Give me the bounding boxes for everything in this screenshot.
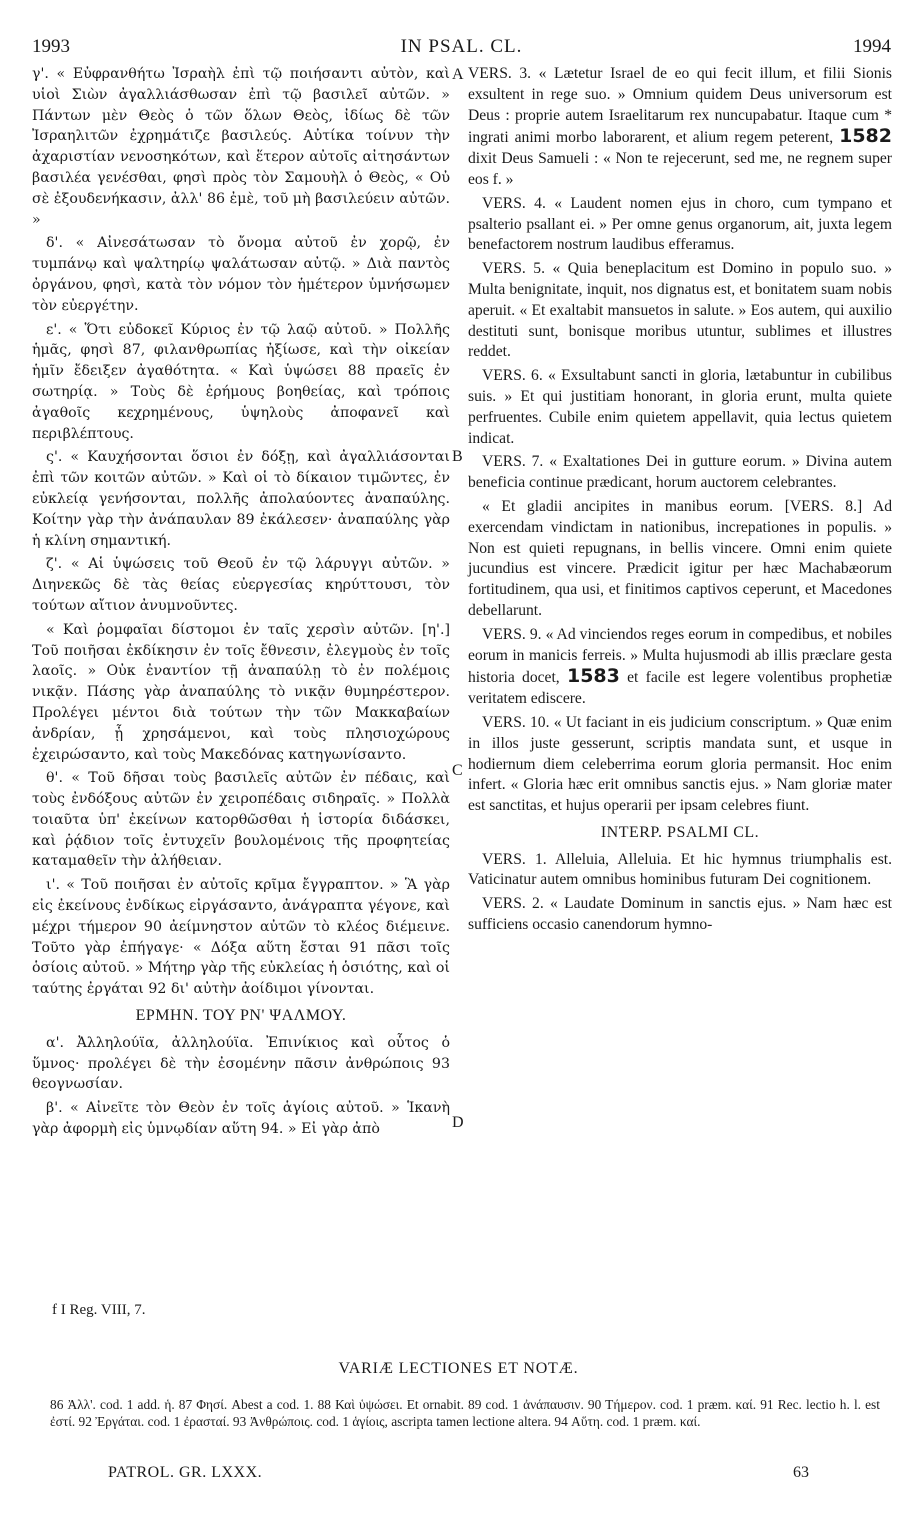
left-page-number: 1993 — [32, 36, 70, 57]
greek-paragraph: δ'. « Αἰνεσάτωσαν τὸ ὄνομα αὐτοῦ ἐν χορῷ, ἐν τυμπάνῳ καὶ ψαλτηρίῳ ψαλάτωσαν αὐτῷ. » Διὰ παντὸς ὀργάνου, φησὶ, κατὰ τὸν νόμον τὸν ἡμέτερον ὑμνήσωμεν τὸν εὐεργέτην. — [32, 235, 450, 314]
latin-paragraph: VERS. 1. Alleluia, Alleluia. Et hic hymnus triumphalis est. Vaticinatur autem omnibus hominibus futuram Dei cognitionem. — [468, 850, 892, 889]
greek-paragraph: α'. Ἀλληλούϊα, ἀλληλούϊα. Ἐπινίκιος καὶ οὗτος ὁ ὕμνος· προλέγει δὲ τὴν ἐσομένην πᾶσιν ἀνθρώποις 93 θεογνωσίαν. — [32, 1034, 450, 1093]
footnote-reference: f I Reg. VIII, 7. — [52, 1302, 146, 1318]
footer-signature: 63 — [793, 1464, 809, 1481]
latin-paragraph: « Et gladii ancipites in manibus eorum. [VERS. 8.] Ad exercendam vindictam in nationibus, increpationes in populis. » Non est quieti repugnans, in bellis vincere. Omni enim quiete jucundius est vincere. Prædicit igitur per hæc Machabæorum fortitudinem, qua usi, et finitimos captivos ceperunt, et Macedones debellarunt. — [468, 497, 892, 619]
greek-paragraph: « Καὶ ῥομφαῖαι δίστομοι ἐν ταῖς χερσὶν αὐτῶν. [η'.] Τοῦ ποιῆσαι ἐκδίκησιν ἐν τοῖς ἔθνεσιν, ἐλεγμοὺς ἐν τοῖς λαοῖς. » Οὐκ ἐναντίον τῇ ἀναπαύλῃ τὸ ἐν πολέμοις νικᾷν. Πάσης γὰρ ἀναπαύλης τὸ νικᾷν θυμηρέστερον. Προλέγει μέντοι διὰ τούτων τὴν τῶν Μακκαβαίων ἀνδρίαν, ᾗ χρησάμενοι, καὶ τοὺς πλησιοχώρους ἐχειρώσαντο, καὶ τοὺς Μακεδόνας κατηγωνίσαντο. — [32, 621, 450, 763]
greek-paragraph: β'. « Αἰνεῖτε τὸν Θεὸν ἐν τοῖς ἁγίοις αὐτοῦ. » Ἱκανὴ γὰρ ἀφορμὴ εἰς ὑμνῳδίαν αὕτη 94. » Εἰ γὰρ ἀπὸ — [32, 1100, 450, 1138]
margin-letter-d: D — [452, 1114, 464, 1131]
variant-notes: 86 Ἀλλ'. cod. 1 add. ἡ. 87 Φησί. Abest a cod. 1. 88 Καὶ ὑψώσει. Et ornabit. 89 cod. 1 ἀνάπαυσιν. 90 Τήμερον. cod. 1 præm. καί. 91 Rec. lectio h. l. est ἐστί. 92 Ἐργάται. cod. 1 ἐρασταί. 93 Ἀνθρώποις. cod. 1 ἁγίοις, ascripta tamen lectione altera. 94 Αὕτη. cod. 1 præm. καί. — [50, 1397, 880, 1429]
greek-section-title: ΕΡΜΗΝ. ΤΟΥ ΡΝ' ΨΑΛΜΟΥ. — [135, 1007, 347, 1025]
margin-letter-b: B — [452, 448, 463, 465]
greek-paragraph: ζ'. « Αἱ ὑψώσεις τοῦ Θεοῦ ἐν τῷ λάρυγγι αὐτῶν. » Διηνεκῶς δὲ τὰς θείας εὐεργεσίας κηρύττουσι, τὸν τούτων αἴτιον ἀνυμνοῦντες. — [32, 556, 450, 614]
greek-paragraph: ε'. « Ὅτι εὐδοκεῖ Κύριος ἐν τῷ λαῷ αὐτοῦ. » Πολλῆς ἡμᾶς, φησὶ 87, φιλανθρωπίας ἠξίωσε, καὶ τὴν οἰκείαν ἡμῖν ἔδειξεν ἀγαθότητα. « Καὶ ὑψώσει 88 πραεῖς ἐν σωτηρίᾳ. » Τοὺς δὲ ἐρήμους βοηθείας, καὶ τρόποις ἀγαθοῖς κεχρημένους, ὑψηλοὺς ἀποφανεῖ καὶ περιβλέπτους. — [32, 321, 450, 442]
latin-paragraph: VERS. 4. « Laudent nomen ejus in choro, cum tympano et psalterio psallant ei. » Per omne genus organorum, ait, juxta legem benefactorem nostrum laudibus efferamus. — [468, 194, 892, 254]
greek-column — [32, 64, 450, 1143]
right-page-number: 1994 — [853, 36, 891, 57]
latin-column — [468, 64, 892, 939]
latin-text: VERS. 9. « Ad vinciendos reges eorum in compedibus, et nobiles eorum in manicis ferreis. » Multa hujusmodi ab illis præclare gesta historia docet, — [468, 625, 892, 687]
column-number: 1583 — [566, 665, 620, 688]
latin-text: VERS. 3. « Lætetur Israel de eo qui fecit illum, et filii Sionis exsultent in rege suo. » Omnium quidem Deus universorum est Deus : proprie autem Israelitarum rex nuncupabatur. Itaque cum * ingrati animi morbo laborarent, et alium regem peterent, — [468, 65, 892, 147]
page-header — [32, 36, 891, 60]
latin-paragraph: VERS. 2. « Laudate Dominum in sanctis ejus. » Nam hæc est sufficiens occasio canendorum hymno- — [468, 895, 892, 934]
greek-paragraph: γ'. « Εὐφρανθήτω Ἰσραὴλ ἐπὶ τῷ ποιήσαντι αὐτὸν, καὶ υἱοὶ Σιὼν ἀγαλλιάσθωσαν ἐπὶ τῷ βασιλεῖ αὐτῶν. » Πάντων μὲν Θεὸς ὁ τῶν ὅλων Θεὸς, ἰδίως δὲ τῶν Ἰσραηλιτῶν ἐχρημάτιζε βασιλεύς. Αὐτίκα τοίνυν τὴν ἀχαριστίαν νενοσηκότων, καὶ ἕτερον αὐτοῖς αἰτησάντων βασιλέα γενέσθαι, φησὶ πρὸς τὸν Σαμουὴλ ὁ Θεὸς, « Οὐ σὲ ἐξουδενήκασιν, ἀλλ' 86 ἐμὲ, τοῦ μὴ βασιλεύειν αὐτῶν. » — [32, 66, 450, 228]
greek-paragraph: ι'. « Τοῦ ποιῆσαι ἐν αὐτοῖς κρῖμα ἔγγραπτον. » Ἃ γὰρ εἰς ἐκείνους ἐνδίκως εἰργάσαντο, ἀνάγραπτα γέγονε, καὶ μέχρι τήμερον 90 ἀείμνηστον αὐτῶν τὸ κλέος διέμεινε. Τοῦτο γὰρ ἐπήγαγε· « Δόξα αὕτη ἔσται 91 πᾶσι τοῖς ὁσίοις αὐτοῦ. » Μήτηρ γὰρ τῆς εὐκλείας ἡ ὁσιότης, καὶ οἱ ταύτης ἐργάται 92 δι' αὐτὴν ἀοίδιμοι γίνονται. — [32, 877, 450, 998]
latin-paragraph: VERS. 6. « Exsultabunt sancti in gloria, lætabuntur in cubilibus suis. » Et qui justitiam honorant, in gloria erunt, multa quiete perfruentes. Cubile enim quietem appellavit, quia lectus quietem indicat. — [468, 367, 892, 447]
latin-section-title: INTERP. PSALMI CL. — [600, 823, 760, 841]
footer-volume: PATROL. GR. LXXX. — [108, 1464, 263, 1481]
latin-paragraph — [468, 625, 892, 710]
page-footer — [108, 1464, 809, 1486]
margin-letter-a: A — [452, 66, 464, 83]
variae-title: VARIÆ LECTIONES ET NOTÆ. — [338, 1360, 579, 1377]
latin-paragraph — [468, 64, 892, 191]
column-number: 1582 — [839, 125, 892, 148]
latin-text: dixit Deus Samueli : « Non te rejecerunt, sed me, ne regnem super eos f. » — [468, 150, 892, 188]
latin-paragraph: VERS. 7. « Exaltationes Dei in gutture eorum. » Divina autem beneficia continue prædicant, horum auctorem celebrantes. — [468, 453, 892, 492]
greek-paragraph: θ'. « Τοῦ δῆσαι τοὺς βασιλεῖς αὐτῶν ἐν πέδαις, καὶ τοὺς ἐνδόξους αὐτῶν ἐν χειροπέδαις σιδηραῖς. » Πολλὰ τοιαῦτα ὑπ' ἐκείνων κατορθῶσθαι ἡ ἱστορία διδάσκει, καὶ ῥᾴδιον τοῖς ἐντυχεῖν βουλομένοις τῆς προφητείας καταμαθεῖν τὴν ἀλήθειαν. — [32, 770, 450, 870]
greek-paragraph: ς'. « Καυχήσονται ὅσιοι ἐν δόξῃ, καὶ ἀγαλλιάσονται ἐπὶ τῶν κοιτῶν αὐτῶν. » Καὶ οἱ τὸ δίκαιον τιμῶντες, ἐν εὐκλείᾳ γενήσονται, πολλῆς ἀπολαύοντες ἀναπαύλης. Κοίτην γὰρ τὴν ἀνάπαυλαν 89 ἐκάλεσεν· ἀναπαύλης γὰρ ἡ κλίνη σημαντική. — [32, 449, 450, 549]
running-title: IN PSAL. CL. — [400, 36, 523, 57]
latin-paragraph: VERS. 5. « Quia beneplacitum est Domino in populo suo. » Multa benignitate, inquit, nos dignatus est, et bonitatem suam nobis aperuit. « Et exaltabit mansuetos in salute. » Eos autem, qui auxilio destituti sunt, bonisque moribus utuntur, sublimes et illustres reddet. — [468, 260, 892, 361]
latin-paragraph: VERS. 10. « Ut faciant in eis judicium conscriptum. » Quæ enim in illos juste gesserunt, scriptis mandata sunt, et usque in hodiernum diem celeberrima eorum gloria permansit. Hoc enim infert. « Gloria hæc erit omnibus sanctis ejus. » Nam gloriæ mater est sanctitas, et hujus operarii per ipsam celebres fiunt. — [468, 713, 892, 815]
margin-letter-c: C — [452, 762, 463, 779]
latin-text: et facile est legere volentibus prophetiæ veritatem ediscere. — [468, 669, 893, 708]
